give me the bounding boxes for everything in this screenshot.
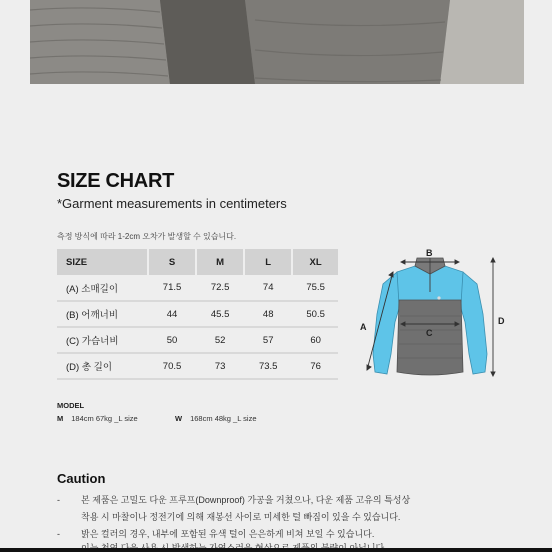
size-table	[57, 249, 338, 380]
table-cell: 57	[244, 327, 292, 353]
table-cell: 50.5	[292, 301, 338, 327]
caution-line	[57, 527, 374, 540]
table-cell: 76	[292, 353, 338, 379]
label-a: A	[360, 322, 367, 332]
header-cell: SIZE	[57, 249, 148, 275]
table-row	[57, 327, 338, 353]
row-label: (A) 소매길이	[57, 275, 148, 301]
row-label: (D) 총 길이	[57, 353, 148, 379]
right-sleeve	[459, 272, 487, 374]
table-cell: 44	[148, 301, 196, 327]
table-cell: 75.5	[292, 275, 338, 301]
table-row	[57, 301, 338, 327]
table-row	[57, 353, 338, 379]
header-cell: XL	[292, 249, 338, 275]
model-m	[57, 414, 138, 423]
caution-line	[57, 493, 410, 506]
caution-dash: -	[57, 529, 60, 539]
caution-line	[57, 510, 400, 523]
table-cell: 72.5	[196, 275, 244, 301]
model-m-value: 184cm 67kg _L size	[71, 414, 138, 423]
garment-diagram	[355, 244, 510, 389]
model-m-key: M	[57, 414, 64, 423]
table-row	[57, 275, 338, 301]
table-cell: 74	[244, 275, 292, 301]
caution-text: 밝은 컬러의 경우, 내부에 포함된 유색 털이 은은하게 비쳐 보일 수 있습니다.	[81, 529, 375, 539]
table-cell: 45.5	[196, 301, 244, 327]
page-title: SIZE CHART	[57, 170, 175, 192]
label-c: C	[426, 328, 433, 338]
table-cell: 71.5	[148, 275, 196, 301]
caution-text: 착용 시 마찰이나 정전기에 의해 재봉선 사이로 미세한 털 빠짐이 있을 수 있습니다.	[81, 512, 401, 522]
label-d: D	[498, 316, 505, 326]
table-cell: 52	[196, 327, 244, 353]
table-cell: 73	[196, 353, 244, 379]
model-w-key: W	[175, 414, 183, 423]
label-b: B	[426, 248, 433, 258]
caution-text: 본 제품은 고밀도 다운 프루프(Downproof) 가공을 거쳤으나, 다운 제품 고유의 특성상	[81, 495, 411, 505]
table-cell: 48	[244, 301, 292, 327]
caution-dash: -	[57, 495, 60, 505]
table-cell: 70.5	[148, 353, 196, 379]
table-header-row	[57, 249, 338, 275]
model-w-value: 168cm 48kg _L size	[190, 414, 257, 423]
header-cell: S	[148, 249, 196, 275]
table-cell: 50	[148, 327, 196, 353]
row-label: (B) 어깨너비	[57, 301, 148, 327]
product-photo	[30, 0, 524, 84]
caution-title: Caution	[57, 471, 106, 486]
table-cell: 60	[292, 327, 338, 353]
header-cell: L	[244, 249, 292, 275]
row-label: (C) 가슴너비	[57, 327, 148, 353]
model-label: MODEL	[57, 401, 85, 410]
left-sleeve	[373, 272, 401, 374]
bottom-bar	[0, 548, 552, 552]
header-cell: M	[196, 249, 244, 275]
subtitle: *Garment measurements in centimeters	[57, 196, 287, 211]
model-w	[175, 414, 257, 423]
table-cell: 73.5	[244, 353, 292, 379]
measurement-note: 측정 방식에 따라 1-2cm 오차가 발생할 수 있습니다.	[57, 232, 237, 241]
